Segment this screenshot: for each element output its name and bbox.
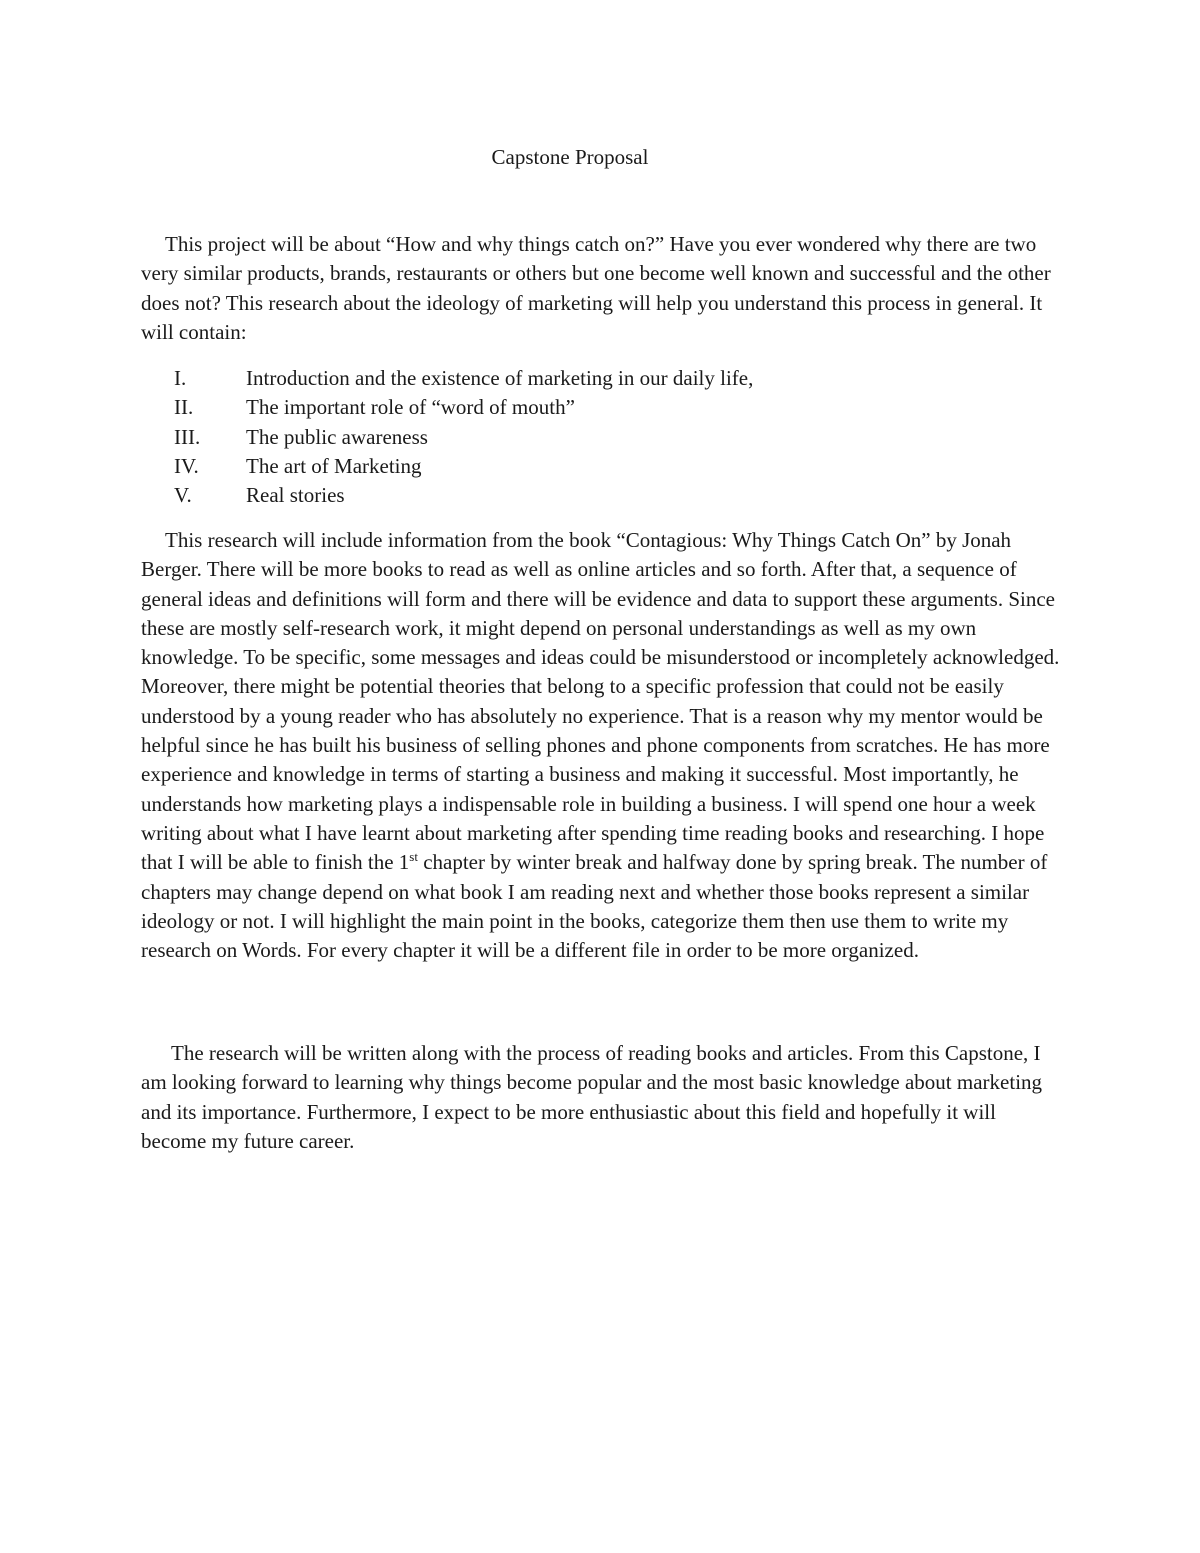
research-paragraph — [141, 526, 1061, 965]
list-item — [174, 393, 974, 422]
research-text-part-2: chapter by winter break and halfway done by spring break. The number of chapters may change depend on what book I am reading next and whether those books represent a similar ideology or not. I will highlight the main point in the books, categorize them then use them to write my research on Words. For every chapter it will be a different file in order to be more organized. — [141, 850, 1048, 963]
list-item — [174, 364, 974, 393]
list-item-number: II. — [174, 395, 194, 420]
list-item-text: Introduction and the existence of marketing in our daily life, — [246, 366, 754, 390]
research-text-part-1: This research will include information from the book “Contagious: Why Things Catch On” by Jonah Berger. There will be more books to read as well as online articles and so forth. After that, a sequence of general ideas and definitions will form and there will be evidence and data to support these arguments. Since these are mostly self-research work, it might depend on personal understandings as well as my own knowledge. To be specific, some messages and ideas could be misunderstood or incompletely acknowledged. Moreover, there might be potential theories that belong to a specific profession that could not be easily understood by a young reader who has absolutely no experience. That is a reason why my mentor would be helpful since he has built his business of selling phones and phone components from scratches. He has more experience and knowledge in terms of starting a business and making it successful. Most importantly, he understands how marketing plays a indispensable role in building a business. I will spend one hour a week writing about what I have learnt about marketing after spending time reading books and researching. I hope that I will be able to finish the 1 — [141, 528, 1060, 875]
conclusion-paragraph: The research will be written along with the process of reading books and articles. From this Capstone, I am looking forward to learning why things become popular and the most basic knowledge about marketing and its importance. Furthermore, I expect to be more enthusiastic about this field and hopefully it will become my future career. — [141, 1041, 1043, 1153]
list-item-text: The public awareness — [246, 424, 428, 449]
list-item-text: The art of Marketing — [246, 453, 422, 478]
list-item — [174, 452, 974, 481]
list-item-text: The important role of “word of mouth” — [246, 395, 575, 420]
list-item-number: I. — [174, 366, 187, 390]
document-title: Capstone Proposal — [491, 145, 649, 169]
contents-list — [174, 364, 974, 510]
list-item-number: IV. — [174, 453, 199, 478]
list-item-number: V. — [174, 483, 192, 508]
list-item — [174, 423, 974, 452]
list-item-number: III. — [174, 424, 201, 449]
list-item-text: Real stories — [246, 483, 345, 508]
intro-paragraph: This project will be about “How and why things catch on?” Have you ever wondered why there are two very similar products, brands, restaurants or others but one become well known and successful and the other does not? This research about the ideology of marketing will help you understand this process in general. It will contain: — [141, 232, 1051, 344]
ordinal-suffix: st — [409, 849, 418, 865]
list-item — [174, 481, 974, 510]
